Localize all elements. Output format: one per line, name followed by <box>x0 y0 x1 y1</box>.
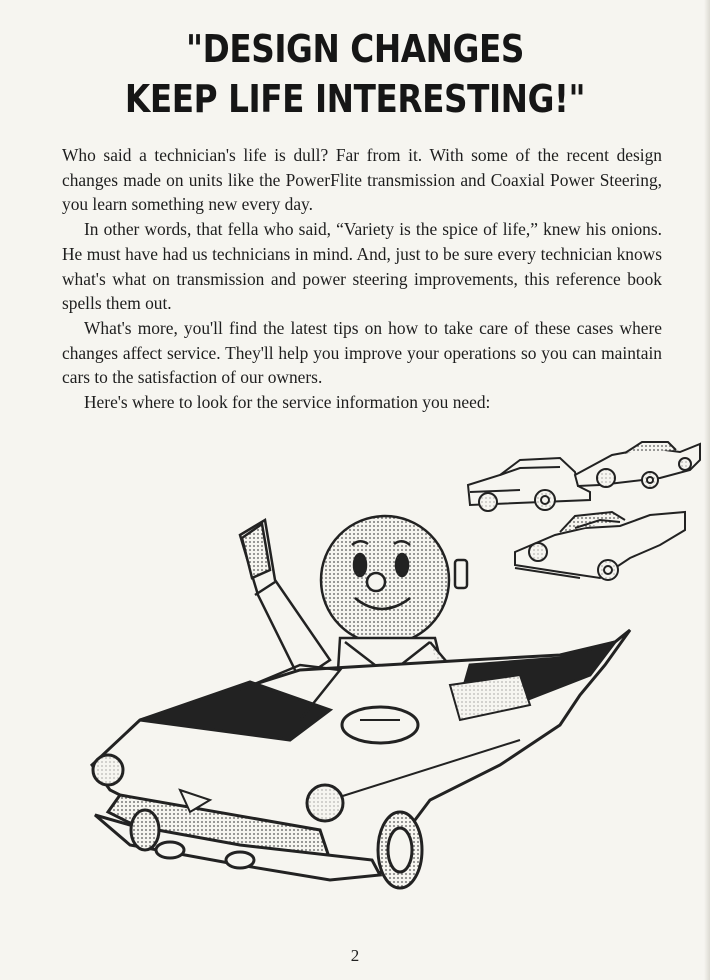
paragraph-2: In other words, that fella who said, “Variety is the spice of life,” knew his onions. He must have had us technicians in mind. And, just to be sure every technician knows what's what on transmission and power steering improvements, this reference book spells them out. <box>62 219 662 314</box>
body-text <box>62 143 662 415</box>
paragraph-1: Who said a technician's life is dull? Far from it. With some of the recent design changes made on units like the PowerFlite transmission and Coaxial Power Steering, you learn something new every day. <box>62 145 662 215</box>
cartoon-illustration <box>0 420 710 940</box>
character-arm-drawing <box>240 520 330 680</box>
page-title-line-2: KEEP LIFE INTERESTING!" <box>124 77 586 121</box>
character-head-drawing <box>321 516 467 644</box>
page-title-line-1: "DESIGN CHANGES <box>186 27 524 71</box>
paragraph-3: What's more, you'll find the latest tips on how to take care of these cases where changes affect service. They'll help you improve your operations so you can maintain cars to the satisfaction of our owners. <box>62 317 662 388</box>
small-car-2-drawing <box>575 442 700 488</box>
convertible-car-drawing <box>92 630 630 888</box>
small-car-3-drawing <box>515 512 685 580</box>
page-number: 2 <box>350 946 360 965</box>
small-car-1-drawing <box>468 458 590 511</box>
paragraph-4: Here's where to look for the service information you need: <box>84 392 491 413</box>
